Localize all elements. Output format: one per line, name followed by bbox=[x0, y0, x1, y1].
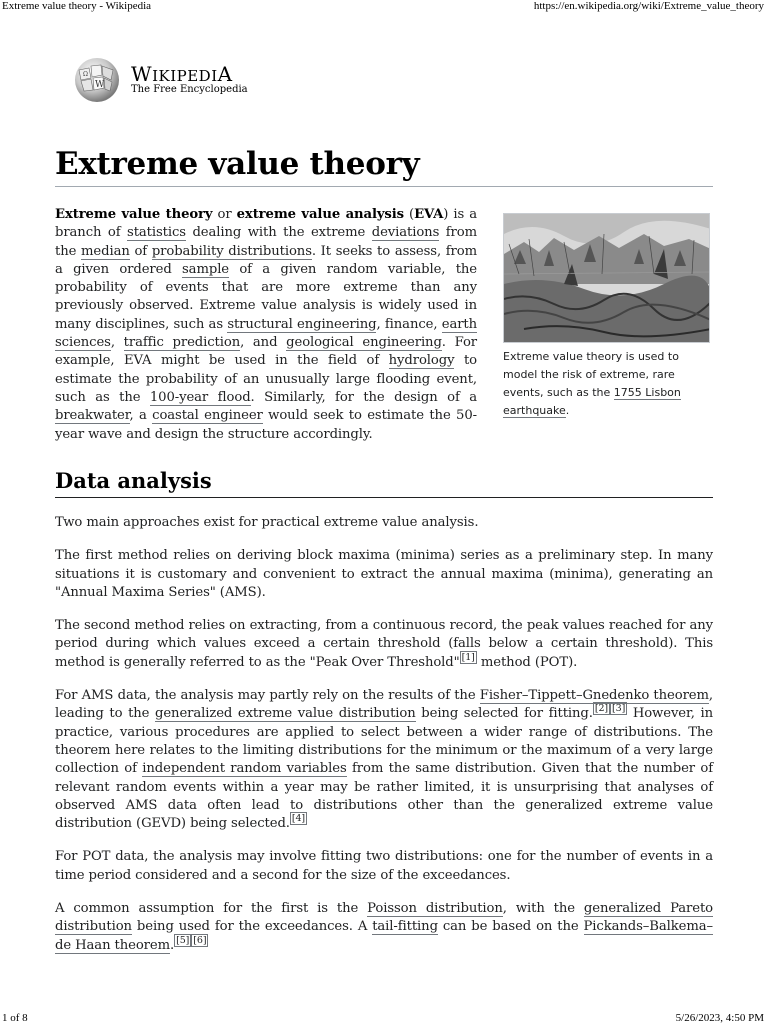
lisbon-earthquake-figure bbox=[503, 213, 710, 420]
svg-text:W: W bbox=[95, 80, 105, 90]
link-statistics[interactable]: statistics bbox=[127, 225, 186, 241]
reference-3[interactable]: [3] bbox=[612, 703, 626, 715]
link-probability-distributions[interactable]: probability distributions bbox=[151, 243, 312, 259]
section-body bbox=[55, 514, 713, 970]
link-1755-lisbon-earthquake[interactable]: 1755 Lisbon earthquake bbox=[503, 386, 681, 417]
link-poisson-distribution[interactable]: Poisson distribution bbox=[367, 901, 503, 917]
wikipedia-wordmark[interactable]: WIKIPEDIA bbox=[131, 62, 233, 86]
wikipedia-tagline: The Free Encyclopedia bbox=[131, 84, 248, 95]
link-pickands-balkema-de-haan-theorem[interactable]: Pickands–Balkema–de Haan theorem bbox=[55, 919, 713, 953]
lead-section bbox=[55, 206, 477, 444]
link-deviations[interactable]: deviations bbox=[371, 225, 440, 241]
paragraph: A common assumption for the first is the Poisson distribution, with the generalized Pareto distribution being used for the exceedances. A tail-fitting can be based on the Pickands–Balkema–de Haan theorem. [5] [6] bbox=[55, 901, 713, 953]
lead-paragraph: Extreme value theory or extreme value analysis (EVA) is a branch of statistics dealing with the extreme deviations from the median of probability distributions. It seeks to assess, from a given ordered sample of a given random variable, the probability of events that are more extreme than any previously observed. Extreme value analysis is widely used in many disciplines, such as structural engineering, finance, earth sciences, traffic prediction, and geological engineering. For example, EVA might be used in the field of hydrology to estimate the probability of an unusually large flooding event, such as the 100-year flood. Similarly, for the design of a breakwater, a coastal engineer would seek to estimate the 50-year wave and design the structure accordingly. bbox=[55, 207, 478, 442]
wikipedia-globe-logo[interactable] bbox=[71, 56, 123, 104]
section-heading-data-analysis: Data analysis bbox=[55, 465, 713, 498]
link-breakwater[interactable]: breakwater bbox=[55, 408, 130, 424]
reference-6[interactable]: [6] bbox=[193, 934, 207, 946]
link-sample[interactable]: sample bbox=[182, 261, 230, 277]
paragraph: For AMS data, the analysis may partly rely on the results of the Fisher–Tippett–Gnedenko theorem, leading to the generalized extreme value distribution being selected for fitting. [2] [3] However, in practice, various procedures are applied to select between a wider range of distributions. The theorem here relates to the limiting distributions for the minimum or the maximum of a very large collection of independent random variables from the same distribution. Given that the number of relevant random events within a year may be rather limited, it is unsurprising that analyses of observed AMS data often lead to distributions other than the generalized extreme value distribution (GEVD) being selected. [4] bbox=[55, 688, 713, 832]
print-footer-datetime: 5/26/2023, 4:50 PM bbox=[675, 1012, 764, 1024]
print-footer-page: 1 of 8 bbox=[2, 1012, 28, 1024]
lisbon-earthquake-image[interactable] bbox=[503, 213, 710, 343]
link-generalized-pareto-distribution[interactable]: generalized Pareto distribution bbox=[55, 901, 713, 935]
paragraph: The second method relies on extracting, from a continuous record, the peak values reached for any period during which values exceed a certain threshold (falls below a certain threshold). This method is generally referred to as the "Peak Over Threshold" [1] method (POT). bbox=[55, 618, 713, 670]
print-header-title: Extreme value theory - Wikipedia bbox=[2, 0, 152, 12]
link-earth-sciences[interactable]: earth sciences bbox=[55, 316, 478, 351]
link-structural-engineering[interactable]: structural engineering bbox=[227, 316, 377, 332]
link-median[interactable]: median bbox=[81, 243, 130, 259]
page-title: Extreme value theory bbox=[55, 144, 713, 187]
reference-4[interactable]: [4] bbox=[291, 813, 306, 825]
bold-term: EVA bbox=[414, 207, 444, 222]
figure-caption: Extreme value theory is used to model the risk of extreme, rare events, such as the 1755 Lisbon earthquake. bbox=[503, 350, 681, 417]
link-traffic-prediction[interactable]: traffic prediction bbox=[123, 335, 241, 351]
reference-1[interactable]: [1] bbox=[461, 651, 475, 663]
reference-2[interactable]: [2] bbox=[594, 703, 609, 715]
reference-5[interactable]: [5] bbox=[176, 934, 190, 946]
link-geological-engineering[interactable]: geological engineering bbox=[286, 335, 442, 351]
bold-term: extreme value analysis bbox=[236, 207, 404, 222]
link-100-year-flood[interactable]: 100-year flood bbox=[149, 389, 251, 405]
link-hydrology[interactable]: hydrology bbox=[388, 353, 455, 369]
link-tail-fitting[interactable]: tail-fitting bbox=[372, 919, 438, 935]
bold-term: Extreme value theory bbox=[55, 207, 213, 222]
paragraph: Two main approaches exist for practical extreme value analysis. bbox=[55, 515, 479, 530]
link-coastal-engineer[interactable]: coastal engineer bbox=[152, 408, 263, 424]
svg-text:Ω: Ω bbox=[83, 71, 88, 78]
link-independent-random-variables[interactable]: independent random variables bbox=[142, 761, 347, 777]
link-generalized-extreme-value-distribution[interactable]: generalized extreme value distribution bbox=[155, 706, 416, 722]
paragraph: The first method relies on deriving block maxima (minima) series as a preliminary step. In many situations it is customary and convenient to extract the annual maxima (minima), generating an "Annual Maxima Series" (AMS). bbox=[55, 548, 713, 600]
paragraph: For POT data, the analysis may involve fitting two distributions: one for the number of events in a time period considered and a second for the size of the exceedances. bbox=[55, 849, 713, 883]
print-header-url: https://en.wikipedia.org/wiki/Extreme_value_theory bbox=[533, 0, 764, 12]
link-fisher-tippett-gnedenko-theorem[interactable]: Fisher–Tippett–Gnedenko theorem bbox=[479, 688, 709, 704]
